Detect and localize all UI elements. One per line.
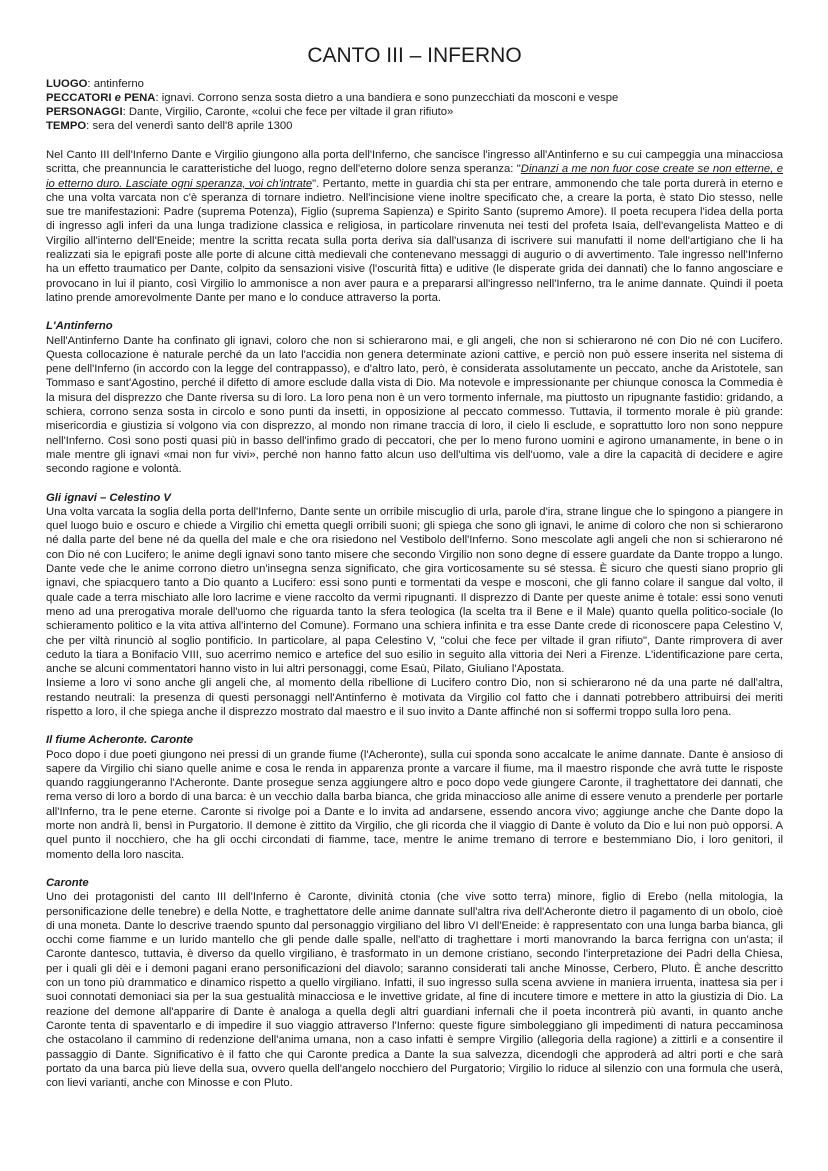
meta-personaggi-value: : Dante, Virgilio, Caronte, «colui che fece per viltade il gran rifiuto» <box>122 106 454 118</box>
section-paragraph: Insieme a loro vi sono anche gli angeli che, al momento della ribellione di Lucifero contro Dio, non si schierarono né da una parte né dall'altra, restando neutrali: la presenza di questi personaggi nell'Antinferno è motivata da Virgilio col fatto che i dannati potrebbero attribuirsi dei meriti rispetto a loro, il che spiega anche il disprezzo mostrato dal maestro e il suo invito a Dante affinché non si soffermi troppo sulla loro pena. <box>46 677 783 718</box>
meta-personaggi-label: PERSONAGGI <box>46 106 123 118</box>
section-heading: Gli ignavi – Celestino V <box>46 491 171 504</box>
section-heading: L'Antinferno <box>46 320 113 333</box>
section-paragraph: Poco dopo i due poeti giungono nei pressi di un grande fiume (l'Acheronte), sulla cui sponda sono accalcate le anime dannate. Dante è ansioso di sapere da Virgilio chi siano quelle anime e cosa le renda in apparenza pronte a varcare il fiume, ma il maestro risponde che avrà tutte le risposte quando raggiungeranno l'Acheronte. Dante prosegue senza aggiungere altro e poco dopo vede giungere Caronte, il traghettatore dei dannati, che rema verso di loro a bordo di una barca: è un vecchio dalla barba bianca, che grida minaccioso alle anime di essere venuto a prenderle per portarle all'Inferno, tra le pene eterne. Caronte si rivolge poi a Dante e lo invita ad andarsene, essendo ancora vivo; aggiunge anche che Dante dopo la morte non andrà lì, bensì in Purgatorio. Il demone è zittito da Virgilio, che gli ricorda che il viaggio di Dante è voluto da Dio e lui non può opporsi. A quel punto il nocchiero, che ha gli occhi circondati di fiamme, tace, mentre le anime tremano di terrore e bestemmiano Dio, i loro genitori, il momento della loro nascita. <box>46 748 783 861</box>
section-heading: Caronte <box>46 876 89 889</box>
section-paragraph: Nell'Antinferno Dante ha confinato gli ignavi, coloro che non si schierarono mai, e gli angeli, che non si schierarono né con Dio né con Lucifero. Questa collocazione è naturale perché da un lato l'accidia non genera determinate azioni cattive, e perciò non può essere inserita nel sistema di pene dell'Inferno (in accordo con la legge del contrappasso), e d'altro lato, però, è considerata assolutamente un peccato, anche da Aristotele, san Tommaso e sant'Agostino, perché il difetto di amore esclude dalla vista di Dio. Ma notevole e impressionante per chiunque conosca la Commedia è la misura del disprezzo che Dante riversa su di loro. La loro pena non è un vero tormento infernale, ma piuttosto un ripugnante fastidio: gridando, a schiera, corrono senza sosta in circolo e sono punti da insetti, in opposizione al peccato commesso. Tuttavia, il tormento morale è più grande: misericordia e giustizia si volgono via con disprezzo, al mondo non rimane traccia di loro, il cielo li esclude, e soprattutto loro non sono neppure nell'Inferno. Così sono posti quasi più in basso dell'infimo grado di peccatori, che per lo meno furono uomini e agirono umanamente, in bene o in male mentre gli ignavi «mai non fur vivi», perché non hanno fatto alcun uso dell'ultima vis dell'uomo, vale a dire la capacità di decidere e agire secondo ragione e volontà. <box>46 334 783 476</box>
intro-text-after-quote: ". Pertanto, mette in guardia chi sta per entrare, ammonendo che tale porta durerà in eterno e che una volta varcata non c'è speranza di tornare indietro. Nell'incisione viene inoltre specificato che, a creare la porta, è stato Dio stesso, nelle sue tre manifestazioni: Padre (suprema Potenza), Figlio (suprema Sapienza) e Spirito Santo (supremo Amore). Il poeta recupera l'idea della porta di ingresso agli inferi da una lunga tradizione classica e religiosa, in particolare rinvenuta nei testi del profeta Isaia, dell'evangelista Matteo e di Virgilio all'interno dell'Eneide; mentre la scritta recata sulla porta deriva sia dall'usanza di iscrivere sui manufatti il nome dell'artigiano che li ha realizzati sia le epigrafi poste alle porte di alcune città medievali che contenevano messaggi di augurio o di avvertimento. Tale ingresso nell'Inferno ha un effetto traumatico per Dante, colpito da sensazioni visive (l'oscurità fitta) e uditive (le disperate grida dei dannati) che lo fanno angosciare e provocano in lui il pianto, così Virgilio lo ammonisce a non aver paura e a prepararsi all'ingresso nell'Inferno, tra le anime dannate. Quindi il poeta latino prende amorevolmente Dante per mano e lo conduce attraverso la porta. <box>46 177 784 304</box>
inferno-gate-inscription-quote: Dinanzi a me non fuor cose create se non etterne, e io etterno duro. Lasciate ogni speranza, voi ch'intrate <box>46 163 783 190</box>
section-paragraph: Una volta varcata la soglia della porta dell'Inferno, Dante sente un orribile miscuglio di urla, parole d'ira, strane lingue che lo spingono a piangere in quel luogo buio e oscuro e chiede a Virgilio chi emetta quegli orribili suoni; gli spiega che sono gli ignavi, le anime di coloro che non si schierarono né dalla parte del bene né da quella del male e che ora risiedono nel Vestibolo dell'Inferno. Sono mescolate agli angeli che non si schierarono né con Dio né con Lucifero; le anime degli ignavi sono tanto misere che secondo Virgilio non sono degne di essere guardate da Dante troppo a lungo. Dante vede che le anime corrono dietro un'insegna senza significato, che gira vorticosamente su sé stessa. È sicuro che questi siano proprio gli ignavi, che spiacquero tanto a Dio quanto a Lucifero: essi sono punti e tormentati da vespe e mosconi, che gli fanno colare il sangue dal volto, il quale cade a terra mischiato alle loro lacrime e viene raccolto da vermi ripugnanti. Il disprezzo di Dante per queste anime è totale: essi sono venuti meno ad una prerogativa morale dell'uomo che riguarda tanto la sfera teologica (la scelta tra il Bene e il Male) quanto quella politico-sociale (lo schieramento politico e la vita attiva all'interno del Comune). Formano una schiera infinita e tra esse Dante crede di riconoscere papa Celestino V, che per viltà rinunciò al soglio pontificio. In particolare, al papa Celestino V, "colui che fece per viltade il gran rifiuto", Dante rimprovera di aver ceduto la tiara a Bonifacio VIII, suo acerrimo nemico e artefice del suo esilio in seguito alla vittoria dei Neri a Firenze. L'identificazione pare certa, anche se alcuni commentatori hanno visto in lui altri personaggi, come Esaù, Pilato, Giuliano l'Apostata. <box>46 505 783 676</box>
sections-container <box>46 319 783 1090</box>
section-l-antinferno <box>46 319 783 476</box>
meta-pena-label: PENA <box>124 92 156 104</box>
meta-block <box>46 77 783 133</box>
section-paragraph: Uno dei protagonisti del canto III dell'Inferno è Caronte, divinità ctonia (che vive sotto terra) minore, figlio di Erebo (nella mitologia, la personificazione delle tenebre) e della Notte, e traghettatore delle anime dannate sull'altra riva dell'Acheronte dietro il pagamento di un obolo, cioè di una moneta. Dante lo descrive traendo spunto dal personaggio virgiliano del libro VI dell'Eneide: è rappresentato con una lunga barba bianca, gli occhi come fiamme e un lurido mantello che gli pende dalle spalle, nell'atto di traghettare i morti manovrando la barca ferrigna con un'asta; il Caronte dantesco, tuttavia, è diverso da quello virgiliano, è trasformato in un demone cristiano, secondo l'interpretazione dei Padri della Chiesa, per i quali gli dèi e i demoni pagani erano personificazioni del diavolo; saranno considerati tali anche Minosse, Cerbero, Pluto. È anche descritto con un tono più drammatico e dinamico rispetto a quello virgiliano. Infatti, il suo ingresso sulla scena avviene in maniera irruenta, inattesa sia per i suoi connotati demoniaci sia per la sua gestualità minacciosa e le invettive gridate, al fine di incutere timore e mettere in atto la giustizia di Dio. La reazione del demone all'apparire di Dante è analoga a quella degli altri guardiani infernali che il poeta incontrerà più avanti, in quanto anche Caronte tenta di spaventarlo e di impedire il suo viaggio attraverso l'Inferno: queste figure simboleggiano gli impedimenti di natura peccaminosa che ostacolano il cammino di redenzione dell'anima umana, non a caso infatti è sempre Virgilio (allegoria della ragione) a zittirli e a consentire il passaggio di Dante. Significativo è il fatto che qui Caronte predica a Dante la sua salvezza, dicendogli che approderà ad altri porti e che sarà portato da una barca più lieve della sua, ovvero quella dell'angelo nocchiero del Purgatorio; Virgilio lo riduce al silenzio con una formula che userà, con lievi varianti, anche con Minosse e con Pluto. <box>46 891 783 1090</box>
section-gli-ignavi-celestino-v <box>46 491 783 720</box>
meta-line-luogo <box>46 77 783 91</box>
meta-peccatori-label: PECCATORI <box>46 92 112 104</box>
meta-luogo-label: LUOGO <box>46 78 88 90</box>
meta-line-peccatori-pena <box>46 91 783 105</box>
section-heading: Il fiume Acheronte. Caronte <box>46 734 194 747</box>
meta-line-personaggi <box>46 105 783 119</box>
section-caronte <box>46 876 783 1090</box>
meta-peccatori-value: : ignavi. Corrono senza sosta dietro a una bandiera e sono punzecchiati da mosconi e vespe <box>155 92 619 104</box>
meta-line-tempo <box>46 119 783 133</box>
section-il-fiume-acheronte-caronte <box>46 733 783 862</box>
meta-tempo-label: TEMPO <box>46 120 87 132</box>
meta-tempo-value: : sera del venerdì santo dell'8 aprile 1300 <box>86 120 293 132</box>
intro-paragraph <box>46 148 783 305</box>
meta-peccatori-conjunction: e <box>111 92 125 104</box>
intro-text-before-quote: Nel Canto III dell'Inferno Dante e Virgilio giungono alla porta dell'Inferno, che sancisce l'ingresso all'Antinferno e su cui campeggia una minacciosa scritta, che preannuncia le caratteristiche del luogo, regno dell'eterno dolore senza speranza: " <box>46 149 783 176</box>
meta-luogo-value: : antinferno <box>87 78 144 90</box>
page-title: CANTO III – INFERNO <box>307 44 522 67</box>
